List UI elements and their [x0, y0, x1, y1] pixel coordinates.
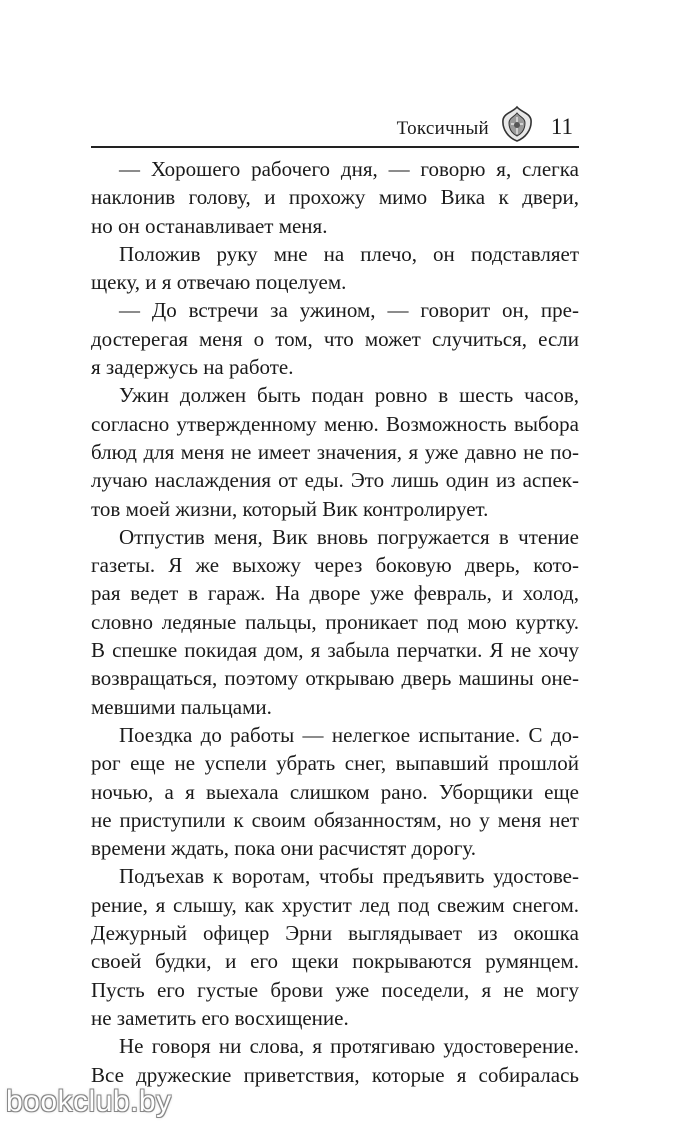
text-line: Отпустив меня, Вик вновь погружается в чтение [119, 524, 579, 549]
watermark: bookclub.by [6, 1085, 172, 1118]
text-line: блюд для меня не имеет значения, я уже давно не по- [91, 439, 579, 464]
publisher-emblem-icon [497, 104, 537, 144]
text-line: рог еще не успели убрать снег, выпавший прошлой [91, 751, 579, 776]
text-line: согласно утвержденному меню. Возможность выбора [91, 411, 579, 436]
text-line: лучаю наслаждения от еды. Это лишь один из аспек- [91, 468, 579, 493]
page-number: 11 [550, 114, 573, 139]
text-line: мевшими пальцами. [91, 694, 272, 719]
text-line: Дежурный офицер Эрни выглядывает из окошка [91, 921, 579, 946]
running-head [91, 104, 579, 146]
text-line: но он останавливает меня. [91, 213, 328, 238]
text-line: Положив руку мне на плечо, он подставляет [119, 241, 579, 266]
text-line: возвращаться, поэтому открываю дверь машины оне- [91, 666, 579, 691]
text-line: В спешке покидая дом, я забыла перчатки. Я не хочу [91, 638, 579, 663]
text-line: наклонив голову, и прохожу мимо Вика к двери, [91, 185, 579, 210]
text-line: своей будки, и его щеки покрываются румянцем. [91, 949, 579, 974]
text-line: не заметить его восхищение. [91, 1005, 349, 1030]
text-line: газеты. Я же выхожу через боковую дверь, кото- [91, 553, 579, 578]
text-line: рая ведет в гараж. На дворе уже февраль, и холод, [91, 581, 579, 606]
text-line: Ужин должен быть подан ровно в шесть часов, [119, 383, 579, 408]
body-text [91, 155, 579, 1089]
text-line: ночью, а я выехала слишком рано. Уборщики еще [91, 779, 579, 804]
text-line: времени ждать, пока они расчистят дорогу. [91, 836, 476, 861]
text-line: рение, я слышу, как хрустит лед под свежим снегом. [91, 892, 579, 917]
header-rule [91, 146, 579, 148]
text-line: Не говоря ни слова, я протягиваю удостоверение. [119, 1034, 579, 1059]
text-line: я задержусь на работе. [91, 355, 294, 380]
text-line: достерегая меня о том, что может случиться, если [91, 326, 579, 351]
text-line: — Хорошего рабочего дня, — говорю я, слегка [119, 157, 579, 181]
text-line: щеку, и я отвечаю поцелуем. [91, 270, 347, 295]
text-line: не приступили к своим обязанностям, но у меня нет [91, 807, 579, 832]
text-line: — До встречи за ужином, — говорит он, пре- [119, 298, 579, 323]
running-title: Токсичный [396, 118, 489, 139]
text-line: тов моей жизни, который Вик контролирует. [91, 496, 489, 521]
text-line: Подъехав к воротам, чтобы предъявить удостове- [119, 864, 579, 889]
text-line: словно ледяные пальцы, проникает под мою куртку. [91, 609, 579, 634]
text-line: Пусть его густые брови уже поседели, я не могу [91, 977, 579, 1002]
text-line: Поездка до работы — нелегкое испытание. С до- [119, 722, 579, 747]
text-line: Все дружеские приветствия, которые я собиралась [91, 1062, 579, 1087]
